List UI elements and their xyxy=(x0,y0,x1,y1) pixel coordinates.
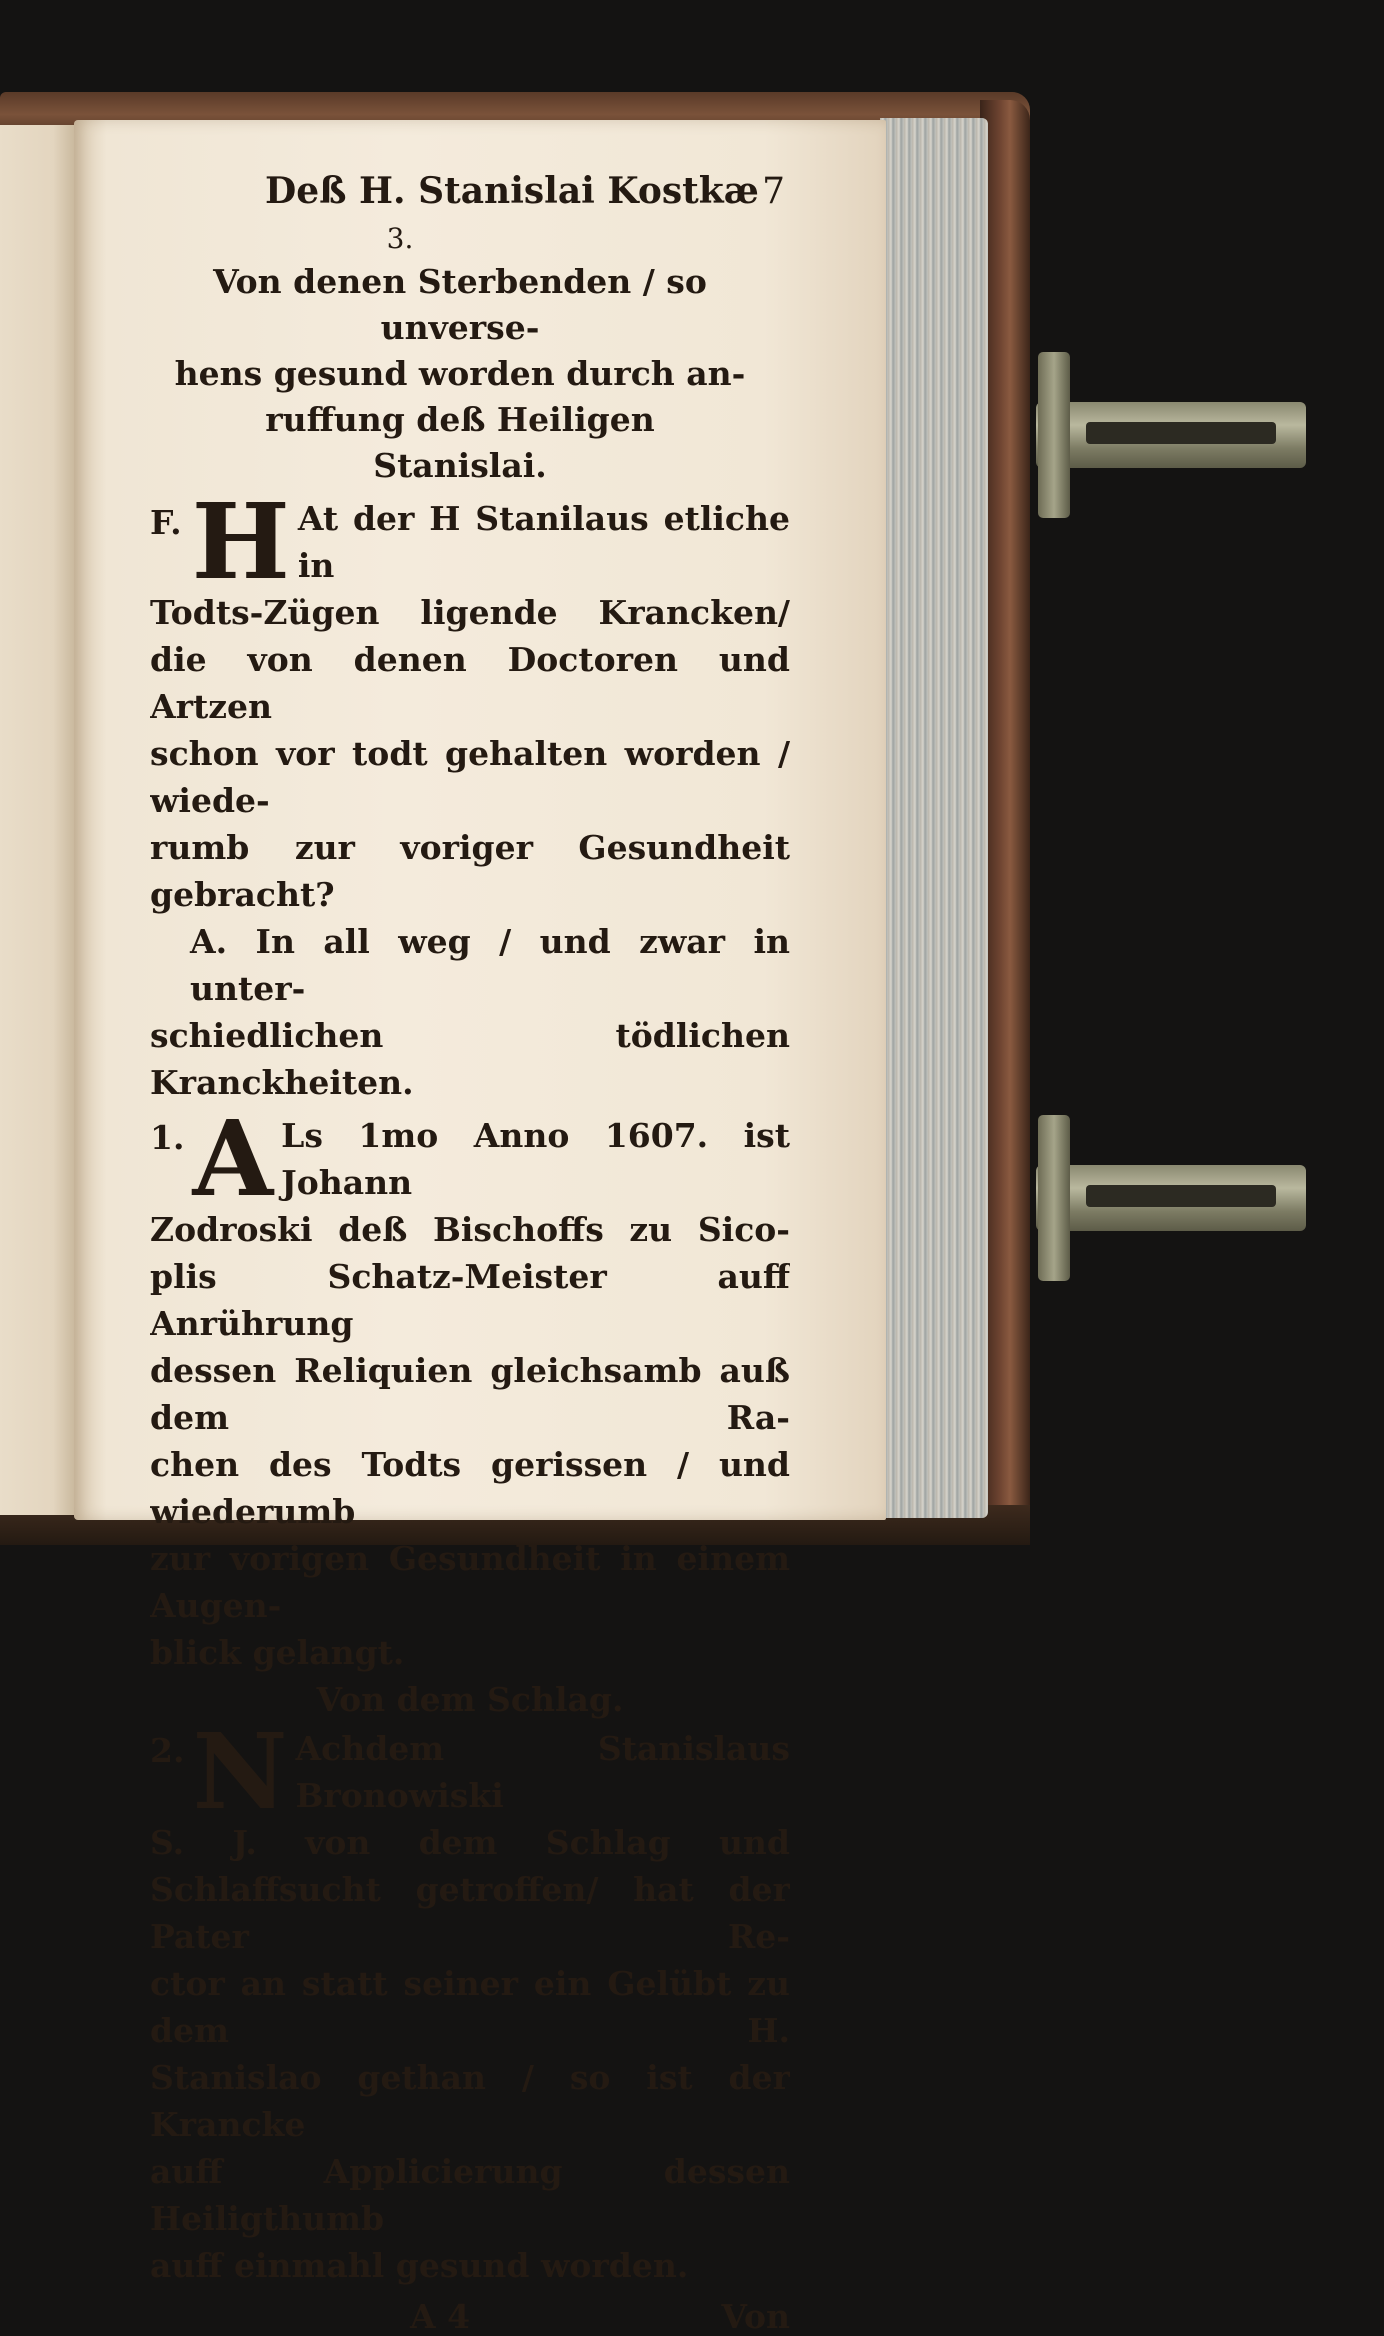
text-line: ctor an statt seiner ein Gelübt zu dem H. xyxy=(150,1964,790,2050)
item-1-paragraph xyxy=(150,1112,790,1676)
text-line: S. J. von dem Schlag und xyxy=(150,1823,790,1862)
item-2-paragraph xyxy=(150,1725,790,2289)
text-line: blick gelangt. xyxy=(150,1633,405,1672)
signature-mark: A 4 xyxy=(410,2297,471,2336)
page-block-edges xyxy=(880,118,988,1518)
text-line: auff Applicierung dessen Heiligthumb xyxy=(150,2152,790,2238)
running-title: Deß H. Stanislai Kostkæ xyxy=(265,170,759,212)
item-number: 1. xyxy=(150,1118,185,1157)
page-footer xyxy=(150,2297,790,2336)
clasp-hinge xyxy=(1038,352,1070,518)
text-line: A. In all weg / und zwar in unter- xyxy=(190,922,790,1008)
text-line: die von denen Doctoren und Artzen xyxy=(150,640,790,726)
page-number: 7 xyxy=(762,171,785,212)
text-line: Stanislao gethan / so ist der Krancke xyxy=(150,2058,790,2144)
page-text xyxy=(150,170,790,2336)
text-line: rumb zur voriger Gesundheit gebracht? xyxy=(150,828,790,914)
catchword: Von xyxy=(721,2297,790,2336)
clasp-hinge xyxy=(1038,1115,1070,1281)
text-line: Todts-Zügen ligende Krancken/ xyxy=(150,593,790,632)
text-line: Achdem Stanislaus Bronowiski xyxy=(295,1729,790,1815)
text-line: Schlaffsucht getroffen/ hat der Pater Re- xyxy=(150,1870,790,1956)
text-line: auff einmahl gesund worden. xyxy=(150,2246,689,2285)
subheading: Von dem Schlag. xyxy=(316,1680,624,1719)
metal-clasp-upper xyxy=(1036,402,1306,468)
question-paragraph xyxy=(150,495,790,918)
text-line: dessen Reliquien gleichsamb auß dem Ra- xyxy=(150,1351,790,1437)
answer-paragraph xyxy=(150,918,790,1106)
left-facing-page xyxy=(0,125,76,1515)
drop-cap: H xyxy=(191,495,290,603)
title-line: Stanislai. xyxy=(373,446,547,485)
text-line: chen des Todts gerissen / und wiederumb xyxy=(150,1445,790,1531)
text-line: Zodroski deß Bischoffs zu Sico- xyxy=(150,1210,790,1249)
text-line: schon vor todt gehalten worden / wiede- xyxy=(150,734,790,820)
text-line: schiedlichen tödlichen Kranckheiten. xyxy=(150,1016,790,1102)
running-header xyxy=(265,170,785,212)
title-line: ruffung deß Heiligen xyxy=(265,400,655,439)
question-label: F. xyxy=(150,503,182,542)
text-line: At der H Stanilaus etliche in xyxy=(297,499,790,585)
metal-clasp-lower xyxy=(1036,1165,1306,1231)
drop-cap: A xyxy=(192,1112,274,1220)
title-line: hens gesund worden durch an- xyxy=(174,354,746,393)
section-title xyxy=(130,259,790,489)
title-line: Von denen Sterbenden / so unverse- xyxy=(213,262,707,347)
clasp-slot xyxy=(1086,422,1276,444)
text-line: Ls 1mo Anno 1607. ist Johann xyxy=(281,1116,790,1202)
text-line: plis Schatz-Meister auff Anrührung xyxy=(150,1257,790,1343)
clasp-slot xyxy=(1086,1185,1276,1207)
text-line: zur vorigen Gesundheit in einem Augen- xyxy=(150,1539,790,1625)
drop-cap: N xyxy=(192,1725,288,1833)
section-number: 3. xyxy=(386,222,414,255)
item-number: 2. xyxy=(150,1731,185,1770)
